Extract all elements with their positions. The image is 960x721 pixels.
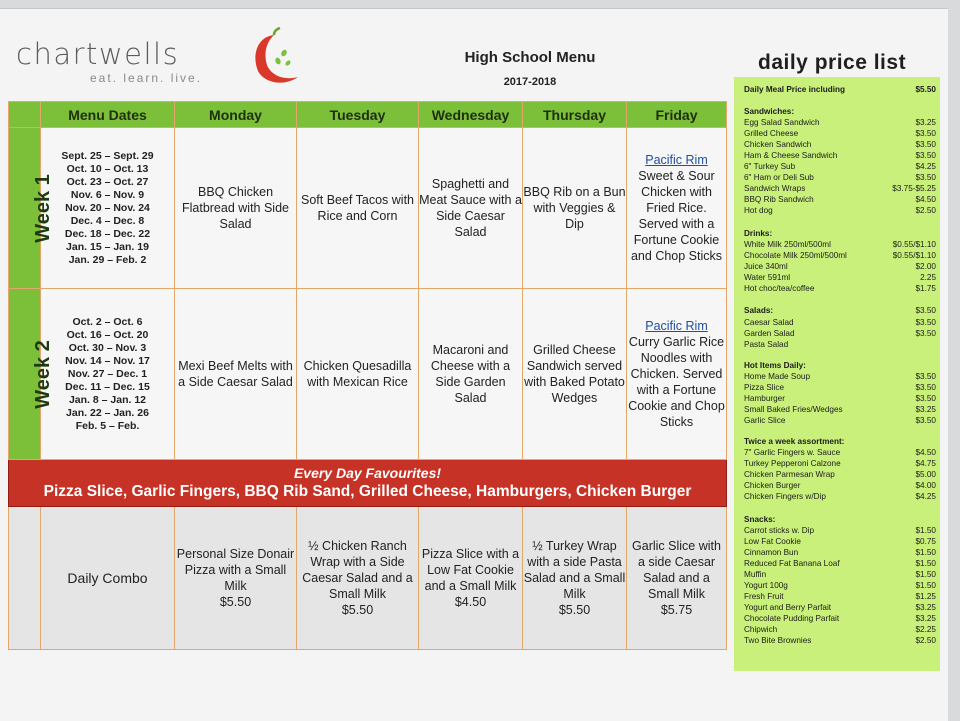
combo-price: $5.75 — [660, 603, 693, 617]
hot-items-section — [744, 361, 936, 426]
section-title: Drinks: — [744, 229, 773, 238]
menu-title: High School Menu — [464, 49, 596, 66]
week-1-wednesday: Spaghetti and Meat Sauce with a Side Caesar Salad — [419, 128, 523, 289]
price-row: Caesar Salad $3.50 — [744, 318, 936, 327]
price-row: Chipwich $2.25 — [744, 625, 936, 634]
combo-label: Daily Combo — [41, 507, 175, 650]
week-1-label: Week 1 — [9, 128, 41, 289]
price-row: 6" Turkey Sub $4.25 — [744, 162, 936, 171]
brand-name: chartwells — [16, 37, 180, 71]
price-row: Ham & Cheese Sandwich $3.50 — [744, 151, 936, 160]
brand-tagline: eat. learn. live. — [90, 71, 203, 85]
combo-price: $5.50 — [341, 603, 374, 617]
week-1-friday-meal: Sweet & Sour Chicken with Fried Rice. Served with a Fortune Cookie and Chop Sticks — [630, 169, 723, 263]
section-title: Snacks: — [744, 515, 776, 524]
menu-table — [8, 101, 727, 650]
combo-tuesday: ½ Chicken Ranch Wrap with a Side Caesar Salad and a Small Milk $5.50 — [297, 507, 419, 650]
price-row: Carrot sticks w. Dip $1.50 — [744, 526, 936, 535]
price-row: Juice 340ml $2.00 — [744, 262, 936, 271]
col-tuesday: Tuesday — [297, 102, 419, 128]
price-row: Reduced Fat Banana Loaf $1.50 — [744, 559, 936, 568]
combo-row — [9, 507, 727, 650]
week-1-monday: BBQ Chicken Flatbread with Side Salad — [175, 128, 297, 289]
col-monday: Monday — [175, 102, 297, 128]
section-title: Sandwiches: — [744, 107, 795, 116]
week-2-dates: Oct. 2 – Oct. 6 Oct. 16 – Oct. 20 Oct. 30 – Nov. 3 Nov. 14 – Nov. 17 Nov. 27 – Dec. 1 Dec. 11 – Dec. 15 Jan. 8 – Jan. 12 Jan. 22 – Jan. 26 Feb. 5 – Feb. — [41, 289, 175, 460]
price-row: Small Baked Fries/Wedges $3.25 — [744, 405, 936, 414]
week-2-monday: Mexi Beef Melts with a Side Caesar Salad — [175, 289, 297, 460]
header-row — [9, 102, 727, 128]
price-row: Yogurt and Berry Parfait $3.25 — [744, 603, 936, 612]
price-list-panel — [734, 77, 940, 671]
meal-price-row: Daily Meal Price including $5.50 — [744, 85, 936, 94]
week-2-thursday: Grilled Cheese Sandwich served with Baked Potato Wedges — [523, 289, 627, 460]
col-thursday: Thursday — [523, 102, 627, 128]
combo-monday: Personal Size Donair Pizza with a Small Milk $5.50 — [175, 507, 297, 650]
week-2-friday-meal: Curry Garlic Rice Noodles with Chicken. Served with a Fortune Cookie and Chop Sticks — [628, 335, 725, 429]
sandwiches-section — [744, 107, 936, 216]
week-2-friday — [627, 289, 727, 460]
week-1-row — [9, 128, 727, 289]
week-2-wednesday: Macaroni and Cheese with a Side Garden Salad — [419, 289, 523, 460]
price-row: Muffin $1.50 — [744, 570, 936, 579]
price-row: Low Fat Cookie $0.75 — [744, 537, 936, 546]
price-row: Hot dog $2.50 — [744, 206, 936, 215]
price-row: Turkey Pepperoni Calzone $4.75 — [744, 459, 936, 468]
week-2-row — [9, 289, 727, 460]
week-1-thursday: BBQ Rib on a Bun with Veggies & Dip — [523, 128, 627, 289]
price-row: Sandwich Wraps $3.75-$5.25 — [744, 184, 936, 193]
combo-wednesday: Pizza Slice with a Low Fat Cookie and a Small Milk $4.50 — [419, 507, 523, 650]
price-row: Grilled Cheese $3.50 — [744, 129, 936, 138]
price-row: 6" Ham or Deli Sub $3.50 — [744, 173, 936, 182]
corner-cell — [9, 102, 41, 128]
price-row: Chocolate Milk 250ml/500ml $0.55/$1.10 — [744, 251, 936, 260]
combo-price: $5.50 — [219, 595, 252, 609]
section-title: Twice a week assortment: — [744, 437, 845, 446]
favourites-row — [9, 460, 727, 507]
week-2-label: Week 2 — [9, 289, 41, 460]
price-row: Yogurt 100g $1.50 — [744, 581, 936, 590]
price-row: Hamburger $3.50 — [744, 394, 936, 403]
week-1-friday — [627, 128, 727, 289]
price-row: Chicken Parmesan Wrap $5.00 — [744, 470, 936, 479]
snacks-section — [744, 515, 936, 646]
combo-price: $4.50 — [454, 595, 487, 609]
price-row: Fresh Fruit $1.25 — [744, 592, 936, 601]
price-row: Chicken Sandwich $3.50 — [744, 140, 936, 149]
price-row: Two Bite Brownies $2.50 — [744, 636, 936, 645]
section-title: Salads: $3.50 — [744, 306, 936, 315]
week-2-tuesday: Chicken Quesadilla with Mexican Rice — [297, 289, 419, 460]
col-dates: Menu Dates — [41, 102, 175, 128]
price-row: Cinnamon Bun $1.50 — [744, 548, 936, 557]
price-row: Pasta Salad — [744, 340, 789, 349]
menu-title-block — [420, 49, 640, 88]
combo-thursday: ½ Turkey Wrap with a side Pasta Salad and a Small Milk $5.50 — [523, 507, 627, 650]
price-row: Home Made Soup $3.50 — [744, 372, 936, 381]
brand — [16, 37, 202, 85]
meal-price-section — [744, 84, 936, 96]
price-list-title: daily price list — [758, 51, 907, 74]
price-row: Pizza Slice $3.50 — [744, 383, 936, 392]
combo-price: $5.50 — [558, 603, 591, 617]
price-row: Garlic Slice $3.50 — [744, 416, 936, 425]
price-row: Water 591ml 2.25 — [744, 273, 936, 282]
combo-friday: Garlic Slice with a side Caesar Salad and a Small Milk $5.75 — [627, 507, 727, 650]
week-2-friday-theme: Pacific Rim — [645, 319, 708, 333]
price-row: Chicken Burger $4.00 — [744, 481, 936, 490]
price-row: White Milk 250ml/500ml $0.55/$1.10 — [744, 240, 936, 249]
section-title: Hot Items Daily: — [744, 361, 806, 370]
chartwells-logo-icon — [244, 27, 304, 91]
price-row: Chicken Fingers w/Dip $4.25 — [744, 492, 936, 501]
price-row: BBQ Rib Sandwich $4.50 — [744, 195, 936, 204]
price-row: Egg Salad Sandwich $3.25 — [744, 118, 936, 127]
salads-section — [744, 305, 936, 350]
price-row: Hot choc/tea/coffee $1.75 — [744, 284, 936, 293]
col-friday: Friday — [627, 102, 727, 128]
price-row: Chocolate Pudding Parfait $3.25 — [744, 614, 936, 623]
col-wednesday: Wednesday — [419, 102, 523, 128]
price-row: 7" Garlic Fingers w. Sauce $4.50 — [744, 448, 936, 457]
week-1-friday-theme: Pacific Rim — [645, 153, 708, 167]
favourites-banner — [9, 460, 727, 507]
price-row: Garden Salad $3.50 — [744, 329, 936, 338]
menu-sheet — [0, 8, 948, 721]
week-1-dates: Sept. 25 – Sept. 29 Oct. 10 – Oct. 13 Oct. 23 – Oct. 27 Nov. 6 – Nov. 9 Nov. 20 – Nov. 24 Dec. 4 – Dec. 8 Dec. 18 – Dec. 22 Jan. 15 – Jan. 19 Jan. 29 – Feb. 2 — [41, 128, 175, 289]
assortment-section — [744, 437, 936, 502]
drinks-section — [744, 229, 936, 294]
school-year: 2017-2018 — [503, 76, 557, 88]
week-1-tuesday: Soft Beef Tacos with Rice and Corn — [297, 128, 419, 289]
combo-side-cell — [9, 507, 41, 650]
favourites-title: Every Day Favourites! — [293, 465, 442, 481]
favourites-items: Pizza Slice, Garlic Fingers, BBQ Rib Sand, Grilled Cheese, Hamburgers, Chicken Burger — [43, 483, 692, 500]
